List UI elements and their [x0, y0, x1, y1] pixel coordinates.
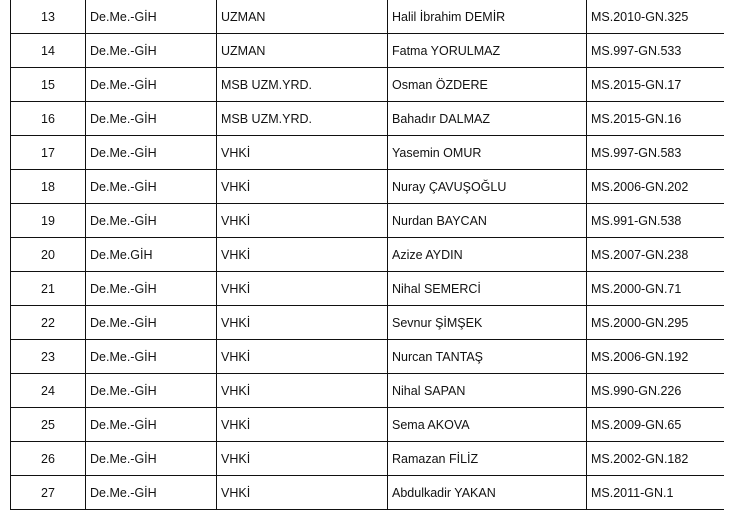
unit-cell: De.Me.-GİH [86, 102, 217, 136]
unit-cell: De.Me.-GİH [86, 0, 217, 34]
unit-cell: De.Me.-GİH [86, 272, 217, 306]
personnel-table [10, 0, 724, 510]
row-number-cell: 21 [11, 272, 86, 306]
registry-cell: MS.2000-GN.295 [587, 306, 725, 340]
title-cell: VHKİ [217, 374, 388, 408]
table-row [11, 306, 725, 340]
table-row [11, 374, 725, 408]
title-cell: UZMAN [217, 0, 388, 34]
name-cell: Sevnur ŞİMŞEK [388, 306, 587, 340]
registry-cell: MS.2006-GN.202 [587, 170, 725, 204]
row-number-cell: 15 [11, 68, 86, 102]
unit-cell: De.Me.-GİH [86, 170, 217, 204]
unit-cell: De.Me.-GİH [86, 340, 217, 374]
title-cell: VHKİ [217, 170, 388, 204]
table-row [11, 34, 725, 68]
name-cell: Nuray ÇAVUŞOĞLU [388, 170, 587, 204]
title-cell: VHKİ [217, 136, 388, 170]
table-row [11, 68, 725, 102]
registry-cell: MS.991-GN.538 [587, 204, 725, 238]
registry-cell: MS.2000-GN.71 [587, 272, 725, 306]
row-number-cell: 16 [11, 102, 86, 136]
table-row [11, 170, 725, 204]
unit-cell: De.Me.-GİH [86, 136, 217, 170]
title-cell: VHKİ [217, 340, 388, 374]
registry-cell: MS.2015-GN.17 [587, 68, 725, 102]
row-number-cell: 17 [11, 136, 86, 170]
title-cell: VHKİ [217, 238, 388, 272]
name-cell: Osman ÖZDERE [388, 68, 587, 102]
name-cell: Ramazan FİLİZ [388, 442, 587, 476]
table-row [11, 102, 725, 136]
registry-cell: MS.997-GN.583 [587, 136, 725, 170]
document-page [10, 0, 724, 515]
unit-cell: De.Me.-GİH [86, 374, 217, 408]
unit-cell: De.Me.-GİH [86, 442, 217, 476]
registry-cell: MS.997-GN.533 [587, 34, 725, 68]
name-cell: Sema AKOVA [388, 408, 587, 442]
row-number-cell: 26 [11, 442, 86, 476]
title-cell: VHKİ [217, 408, 388, 442]
table-row [11, 204, 725, 238]
registry-cell: MS.2011-GN.1 [587, 476, 725, 510]
table-row [11, 408, 725, 442]
registry-cell: MS.2006-GN.192 [587, 340, 725, 374]
table-row [11, 272, 725, 306]
name-cell: Nurdan BAYCAN [388, 204, 587, 238]
registry-cell: MS.2010-GN.325 [587, 0, 725, 34]
registry-cell: MS.990-GN.226 [587, 374, 725, 408]
unit-cell: De.Me.-GİH [86, 68, 217, 102]
table-row [11, 476, 725, 510]
table-row [11, 442, 725, 476]
title-cell: MSB UZM.YRD. [217, 102, 388, 136]
name-cell: Bahadır DALMAZ [388, 102, 587, 136]
row-number-cell: 27 [11, 476, 86, 510]
table-row [11, 238, 725, 272]
row-number-cell: 13 [11, 0, 86, 34]
registry-cell: MS.2009-GN.65 [587, 408, 725, 442]
title-cell: VHKİ [217, 272, 388, 306]
registry-cell: MS.2002-GN.182 [587, 442, 725, 476]
name-cell: Azize AYDIN [388, 238, 587, 272]
name-cell: Halil İbrahim DEMİR [388, 0, 587, 34]
unit-cell: De.Me.-GİH [86, 408, 217, 442]
row-number-cell: 23 [11, 340, 86, 374]
row-number-cell: 19 [11, 204, 86, 238]
unit-cell: De.Me.GİH [86, 238, 217, 272]
row-number-cell: 18 [11, 170, 86, 204]
row-number-cell: 25 [11, 408, 86, 442]
table-row [11, 0, 725, 34]
registry-cell: MS.2007-GN.238 [587, 238, 725, 272]
name-cell: Abdulkadir YAKAN [388, 476, 587, 510]
table-row [11, 136, 725, 170]
name-cell: Nihal SEMERCİ [388, 272, 587, 306]
registry-cell: MS.2015-GN.16 [587, 102, 725, 136]
unit-cell: De.Me.-GİH [86, 476, 217, 510]
personnel-table-body [11, 0, 725, 510]
unit-cell: De.Me.-GİH [86, 306, 217, 340]
row-number-cell: 14 [11, 34, 86, 68]
title-cell: MSB UZM.YRD. [217, 68, 388, 102]
row-number-cell: 22 [11, 306, 86, 340]
name-cell: Nurcan TANTAŞ [388, 340, 587, 374]
name-cell: Fatma YORULMAZ [388, 34, 587, 68]
row-number-cell: 24 [11, 374, 86, 408]
unit-cell: De.Me.-GİH [86, 34, 217, 68]
row-number-cell: 20 [11, 238, 86, 272]
title-cell: VHKİ [217, 442, 388, 476]
name-cell: Yasemin OMUR [388, 136, 587, 170]
title-cell: UZMAN [217, 34, 388, 68]
title-cell: VHKİ [217, 306, 388, 340]
table-row [11, 340, 725, 374]
title-cell: VHKİ [217, 476, 388, 510]
title-cell: VHKİ [217, 204, 388, 238]
name-cell: Nihal SAPAN [388, 374, 587, 408]
unit-cell: De.Me.-GİH [86, 204, 217, 238]
